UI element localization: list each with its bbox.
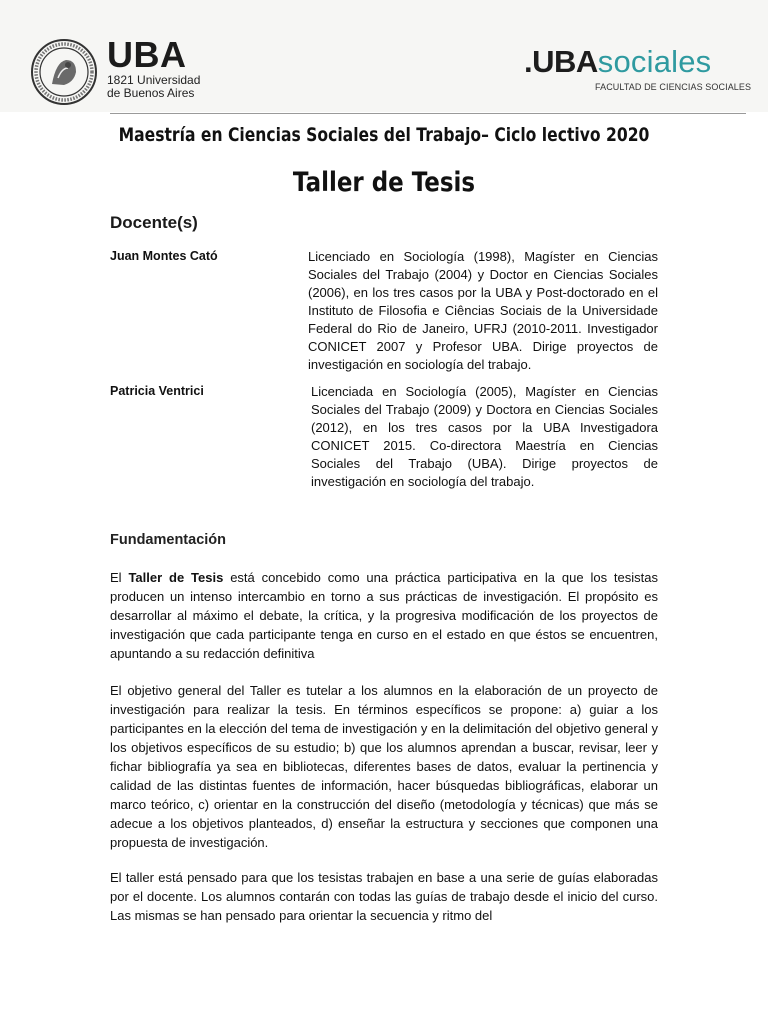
docente-bio-2: Licenciada en Sociología (2005), Magíster en Ciencias Sociales del Trabajo (2009) y Doctora en Ciencias Sociales (2012), en los tres casos por la UBA Investigadora CONICET 2015. Co-directora Maestría en Ciencias Sociales del Trabajo (UBA). Dirige proyectos de investigación en sociología del trabajo. xyxy=(311,384,658,489)
sociales-logo-prefix: .UBA xyxy=(524,44,598,79)
paragraph-3: El taller está pensado para que los tesistas trabajen en base a una serie de guías elaboradas por el docente. Los alumnos contarán con todas las guías de trabajo desde el inicio del curso. Las mismas se han pensado para orientar la secuencia y ritmo del xyxy=(110,870,658,923)
program-title: Maestría en Ciencias Sociales del Trabajo– Ciclo lectivo 2020 xyxy=(118,124,650,146)
paragraph-1 xyxy=(110,568,658,663)
facultad-subtitle: FACULTAD DE CIENCIAS SOCIALES xyxy=(595,82,752,92)
paragraph-1-bold: Taller de Tesis xyxy=(128,570,224,585)
uba-sociales-logo xyxy=(524,46,711,77)
university-seal-icon xyxy=(30,38,98,106)
document-header xyxy=(0,0,768,112)
docente-bio-1: Licenciado en Sociología (1998), Magíster en Ciencias Sociales del Trabajo (2004) y Doctor en Ciencias Sociales (2006), en los tres casos por la UBA y Post-doctorado en el Instituto de Filosofia e Ciências Sociais de la Universidade Federal do Rio de Janeiro, UFRJ (2010-2011. Investigador CONICET 2007 y Profesor UBA. Dirige proyectos de investigación en sociología del trabajo. xyxy=(308,249,658,372)
paragraph-1-prefix: El xyxy=(110,570,129,585)
uba-logo-word: UBA xyxy=(107,34,187,75)
header-divider xyxy=(110,113,746,114)
docente-name-2: Patricia Ventrici xyxy=(110,384,204,398)
paragraph-2: El objetivo general del Taller es tutelar a los alumnos en la elaboración de un proyecto de investigación para realizar la tesis. En términos específicos se propone: a) guiar a los participantes en la elección del tema de investigación y en la delimitación del objetivo general y los objetivos específicos de su estudio; b) que los alumnos aprendan a buscar, revisar, leer y fichar bibliografía ya sea en bibliotecas, diferentes bases de datos, evaluar la pertinencia y calidad de las distintas fuentes de información, hacer búsquedas bibliográficas, elaborar un marco teórico, c) orientar en la construcción del diseño (metodología y técnicas) que más se adecue a los objetivos planteados, d) enseñar la estructura y secciones que componen una propuesta de investigación. xyxy=(110,683,658,850)
docente-name-1: Juan Montes Cató xyxy=(110,249,218,263)
uba-subtitle-line1: 1821 Universidad xyxy=(107,73,201,87)
course-title: Taller de Tesis xyxy=(292,167,476,198)
fundamentacion-heading: Fundamentación xyxy=(110,532,227,548)
paragraph-1-rest: está concebido como una práctica participativa en la que los tesistas producen un intenso intercambio en torno a sus prácticas de investigación. El propósito es desarrollar al máximo el debate, la crítica, y la progresiva modificación de los proyectos de investigación que cada participante tenga en curso en el estado en que éstos se encuentren, apuntando a su redacción definitiva xyxy=(110,570,658,661)
uba-logo-subtitle xyxy=(107,74,200,100)
docentes-heading: Docente(s) xyxy=(110,213,198,232)
sociales-logo-word: sociales xyxy=(597,44,712,79)
uba-subtitle-line2: de Buenos Aires xyxy=(107,86,195,100)
